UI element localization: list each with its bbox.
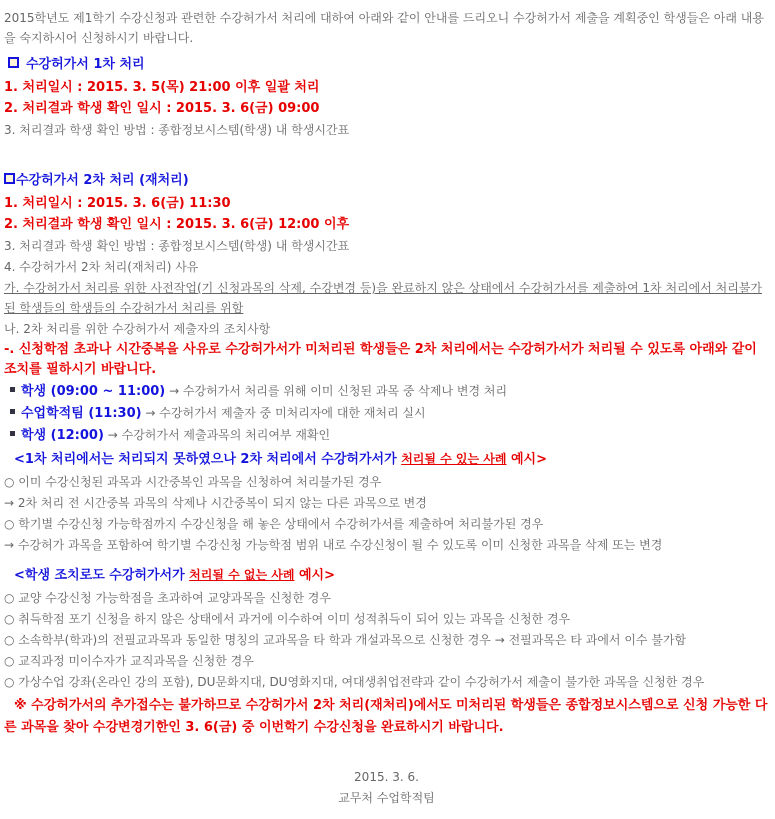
section1-item-confirm-time: 2. 처리결과 학생 확인 일시 : 2015. 3. 6(금) 09:00	[4, 101, 320, 116]
section2-item-reason-label: 4. 수강허가서 2차 처리(재처리) 사유	[4, 260, 199, 274]
case-possible-title-suffix: 예시>	[506, 452, 548, 467]
case-possible-item: ○ 학기별 수강신청 가능학점까지 수강신청을 해 놓은 상태에서 수강허가서를 제출하여 처리불가된 경우	[4, 517, 544, 531]
case-possible-item: ○ 이미 수강신청된 과목과 시간중복인 과목을 신청하여 처리불가된 경우	[4, 475, 382, 489]
small-square-bullet-icon	[10, 387, 15, 392]
square-bullet-icon	[8, 57, 19, 68]
step-actor: 학생 (09:00 ~ 11:00)	[21, 384, 166, 399]
section1-item-confirm-method: 3. 처리결과 학생 확인 방법 : 종합정보시스템(학생) 내 학생시간표	[4, 123, 350, 137]
step-actor: 수업학적팀 (11:30)	[21, 406, 142, 421]
step-actor: 학생 (12:00)	[21, 428, 104, 443]
section1-heading	[4, 54, 769, 75]
step-action: → 수강허가서 제출자 중 미처리자에 대한 재처리 실시	[145, 406, 426, 420]
section2-reason-na: 나. 2차 처리를 위한 수강허가서 제출자의 조치사항	[4, 322, 271, 336]
section2-red-notice: -. 신청학점 초과나 시간중복을 사유로 수강허가서가 미처리된 학생들은 2차 처리에서는 수강허가서가 처리될 수 있도록 아래와 같이 조치를 필하시기 바랍니다.	[4, 342, 757, 377]
footer-department: 교무처 수업학적팀	[338, 791, 435, 805]
section2-item-confirm-method: 3. 처리결과 학생 확인 방법 : 종합정보시스템(학생) 내 학생시간표	[4, 239, 350, 253]
intro-paragraph: 2015학년도 제1학기 수강신청과 관련한 수강허가서 처리에 대하여 아래와 같이 안내를 드리오니 수강허가서 제출을 계획중인 학생들은 아래 내용을 숙지하시어 신청하시기 바랍니다.	[4, 11, 764, 45]
case-impossible-item: ○ 교양 수강신청 가능학점을 초과하여 교양과목을 신청한 경우	[4, 591, 331, 605]
section2-title: 수강허가서 2차 처리 (재처리)	[16, 173, 189, 188]
final-red-notice: ※ 수강허가서의 추가접수는 불가하므로 수강허가서 2차 처리(재처리)에서도 미처리된 학생들은 종합정보시스템으로 신청 가능한 다른 과목을 찾아 수강변경기한인 3. 6(금) 중 이번학기 수강신청을 완료하시기 바랍니다.	[4, 698, 768, 735]
section2-reason-ga: 가. 수강허가서 처리를 위한 사전작업(기 신청과목의 삭제, 수강변경 등)을 완료하지 않은 상태에서 수강허가서를 제출하여 1차 처리에서 처리불가된 학생들의 학생들의 수강허가서 처리를 위함	[4, 281, 762, 315]
step-row-student-morning	[4, 381, 769, 402]
step-row-student-noon	[4, 425, 769, 446]
case-impossible-title-suffix: 예시>	[294, 568, 335, 583]
case-possible-item: → 수강허가 과목을 포함하여 학기별 수강신청 가능학점 범위 내로 수강신청이 될 수 있도록 이미 신청한 과목을 삭제 또는 변경	[4, 538, 663, 552]
case-possible-item: → 2차 처리 전 시간중복 과목의 삭제나 시간중복이 되지 않는 다른 과목으로 변경	[4, 496, 427, 510]
case-impossible-item: ○ 교직과정 미이수자가 교직과목을 신청한 경우	[4, 654, 254, 668]
case-possible-title-prefix: <1차 처리에서는 처리되지 못하였으나 2차 처리에서 수강허가서가	[14, 452, 402, 467]
case-impossible-title-prefix: <학생 조치로도 수강허가서가	[14, 568, 190, 583]
case-impossible-item: ○ 가상수업 강좌(온라인 강의 포함), DU문화지대, DU영화지대, 여대생취업전략과 같이 수강허가서 제출이 불가한 과목을 신청한 경우	[4, 675, 705, 689]
case-impossible-title-highlight: 처리될 수 없는 사례	[189, 568, 295, 582]
section2-heading	[4, 170, 769, 191]
step-action: → 수강허가서 처리를 위해 이미 신청된 과목 중 삭제나 변경 처리	[169, 384, 508, 398]
case-impossible-heading	[4, 565, 769, 586]
section1-title: 수강허가서 1차 처리	[26, 57, 145, 72]
square-bullet-icon	[4, 173, 15, 184]
small-square-bullet-icon	[10, 431, 15, 436]
case-impossible-item: ○ 소속학부(학과)의 전필교과목과 동일한 명칭의 교과목을 타 학과 개설과목으로 신청한 경우 → 전필과목은 타 과에서 이수 불가함	[4, 633, 687, 647]
step-action: → 수강허가서 제출과목의 처리여부 재확인	[107, 428, 331, 442]
case-impossible-item: ○ 취득학점 포기 신청을 하지 않은 상태에서 과거에 이수하여 이미 성적취득이 되어 있는 과목을 신청한 경우	[4, 612, 571, 626]
footer-date: 2015. 3. 6.	[354, 770, 419, 784]
case-possible-title-highlight: 처리될 수 있는 사례	[401, 452, 507, 466]
step-row-admin-team	[4, 403, 769, 424]
section1-item-datetime: 1. 처리일시 : 2015. 3. 5(목) 21:00 이후 일괄 처리	[4, 80, 320, 95]
section2-item-confirm-time: 2. 처리결과 학생 확인 일시 : 2015. 3. 6(금) 12:00 이후	[4, 217, 350, 232]
section2-item-datetime: 1. 처리일시 : 2015. 3. 6(금) 11:30	[4, 196, 231, 211]
case-possible-heading	[4, 449, 769, 470]
small-square-bullet-icon	[10, 409, 15, 414]
